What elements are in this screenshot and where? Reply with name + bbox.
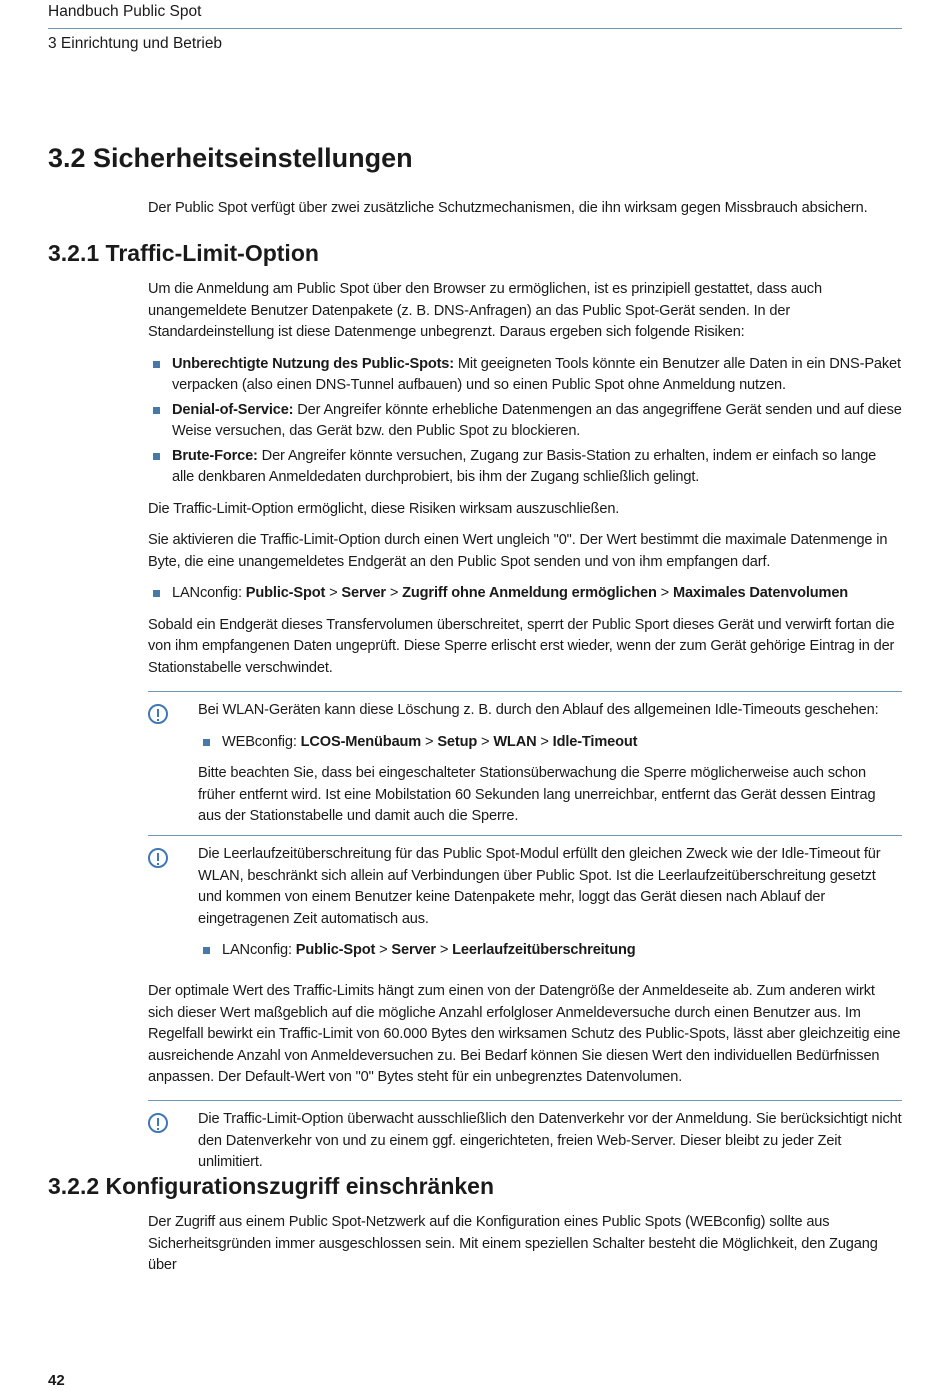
paragraph: Sobald ein Endgerät dieses Transfervolumen überschreitet, sperrt der Public Sport dieses Gerät und verwirft fortan die von ihm empfangenen Daten ungeprüft. Diese Sperre erlischt erst wieder, wenn der zum Gerät gehörige Eintrag in der Stationstabelle verschwindet. bbox=[148, 616, 895, 676]
subsection-title-config-access: 3.2.2 Konfigurationszugriff einschränken bbox=[48, 1173, 495, 1199]
info-exclamation-icon bbox=[148, 704, 168, 724]
bullet-square-icon bbox=[203, 739, 210, 746]
bullet-square-icon bbox=[153, 590, 160, 597]
note-box: Bei WLAN-Geräten kann diese Löschung z. B. durch den Ablauf des allgemeinen Idle-Timeouts geschehen: WEBconfig: LCOS-Menübaum > Setup > WLAN > Idle-Timeout Bitte beachten Sie, dass bei eingeschalteter Stationsüberwachung die Sperre möglicherweise auch schon früher entfernt wird. Ist eine Mobilstation 60 Sekunden lang unerreichbar, entfernt das Gerät dessen Eintrag aus der Stationstabelle und damit auch die Sperre. bbox=[148, 691, 902, 832]
paragraph: Die Traffic-Limit-Option ermöglicht, diese Risiken wirksam auszuschließen. bbox=[148, 500, 620, 517]
config-path: WEBconfig: LCOS-Menübaum > Setup > WLAN > Idle-Timeout bbox=[198, 732, 902, 754]
list-item: Brute-Force: Der Angreifer könnte versuchen, Zugang zur Basis-Station zu erhalten, indem er einfach so lange alle denkbaren Anmeldedaten durchprobiert, bis ihm der Zugang schließlich gelingt. bbox=[148, 446, 902, 489]
paragraph: Der Zugriff aus einem Public Spot-Netzwerk auf die Konfiguration eines Public Spots (WEBconfig) sollte aus Sicherheitsgründen immer ausgeschlossen sein. Mit einem speziellen Schalter besteht die Möglichkeit, den Zugang über bbox=[148, 1214, 878, 1273]
traffic-limit-summary bbox=[148, 981, 902, 1089]
paragraph: Der optimale Wert des Traffic-Limits hängt zum einen von der Datengröße der Anmeldeseite ab. Zum anderen wirkt sich dieser Wert maßgeblich auf die mögliche Anzahl erfolgloser Anmeldeversuche durch einen Benutzer aus. Im Regelfall bewirkt ein Traffic-Limit von 60.000 Bytes den wirksamen Schutz des Public-Spots, lässt aber gleichzeitig eine ausreichende Anzahl von Anmeldeversuchen zu. Bei Bedarf können Sie diesen Wert den individuellen Bedürfnissen anpassen. Der Default-Wert von "0" Bytes steht für ein unbegrenztes Datenvolumen. bbox=[148, 983, 901, 1085]
bullet-square-icon bbox=[153, 407, 160, 414]
note-box: Die Leerlaufzeitüberschreitung für das Public Spot-Modul erfüllt den gleichen Zweck wie der Idle-Timeout für WLAN, beschränkt sich allein auf Verbindungen über Public Spot. Ist die Leerlaufzeitüberschreitung gesetzt und kommen von einem Benutzer keine Datenpakete mehr, loggt das Gerät diesen nach Ablauf der eingetragenen Zeit automatisch aus. LANconfig: Public-Spot > Server > Leerlaufzeitüberschreitung bbox=[148, 835, 902, 966]
header-divider bbox=[48, 28, 902, 29]
info-exclamation-icon bbox=[148, 1113, 168, 1133]
note-box: Die Traffic-Limit-Option überwacht ausschließlich den Datenverkehr vor der Anmeldung. Sie berücksichtigt nicht den Datenverkehr von und zu einem ggf. eingerichteten, freien Web-Server. Dieser bleibt zu jeder Zeit unlimitiert. bbox=[148, 1100, 902, 1156]
bullet-square-icon bbox=[153, 453, 160, 460]
section-intro: Der Public Spot verfügt über zwei zusätzliche Schutzmechanismen, die ihn wirksam gegen Missbrauch absichern. bbox=[148, 200, 868, 216]
paragraph: Sie aktivieren die Traffic-Limit-Option durch einen Wert ungleich "0". Der Wert bestimmt die maximale Datenmenge in Byte, die eine unangemeldetes Endgerät an den Public Spot senden und von ihm empfangen darf. bbox=[148, 532, 888, 570]
header-title: Handbuch Public Spot bbox=[48, 3, 202, 20]
header-chapter: 3 Einrichtung und Betrieb bbox=[48, 35, 223, 52]
config-path: LANconfig: Public-Spot > Server > Zugriff ohne Anmeldung ermöglichen > Maximales Datenvolumen bbox=[148, 583, 902, 605]
info-exclamation-icon bbox=[148, 848, 168, 868]
list-item: Unberechtigte Nutzung des Public-Spots: Mit geeigneten Tools könnte ein Benutzer alle Daten in ein DNS-Paket verpacken (also einen DNS-Tunnel aufbauen) und so einen Public Spot ohne Anmeldung nutzen. bbox=[148, 354, 902, 397]
list-item: Denial-of-Service: Der Angreifer könnte erhebliche Datenmengen an das angegriffene Gerät senden und auf diese Weise versuchen, das Gerät bzw. den Public Spot zu blockieren. bbox=[148, 400, 902, 443]
section-title: 3.2 Sicherheitseinstellungen bbox=[48, 143, 413, 173]
traffic-limit-body bbox=[148, 279, 902, 679]
config-access-body bbox=[148, 1212, 902, 1277]
bullet-square-icon bbox=[153, 361, 160, 368]
paragraph: Um die Anmeldung am Public Spot über den Browser zu ermöglichen, ist es prinzipiell gestattet, dass auch unangemeldete Benutzer Datenpakete (z. B. DNS-Anfragen) an das Public Spot-Gerät senden. In der Standardeinstellung ist diese Datenmenge unbegrenzt. Daraus ergeben sich folgende Risiken: bbox=[148, 281, 822, 340]
bullet-square-icon bbox=[203, 947, 210, 954]
subsection-title-traffic-limit: 3.2.1 Traffic-Limit-Option bbox=[48, 240, 319, 266]
config-path: LANconfig: Public-Spot > Server > Leerlaufzeitüberschreitung bbox=[198, 940, 902, 962]
page-number: 42 bbox=[48, 1372, 65, 1389]
